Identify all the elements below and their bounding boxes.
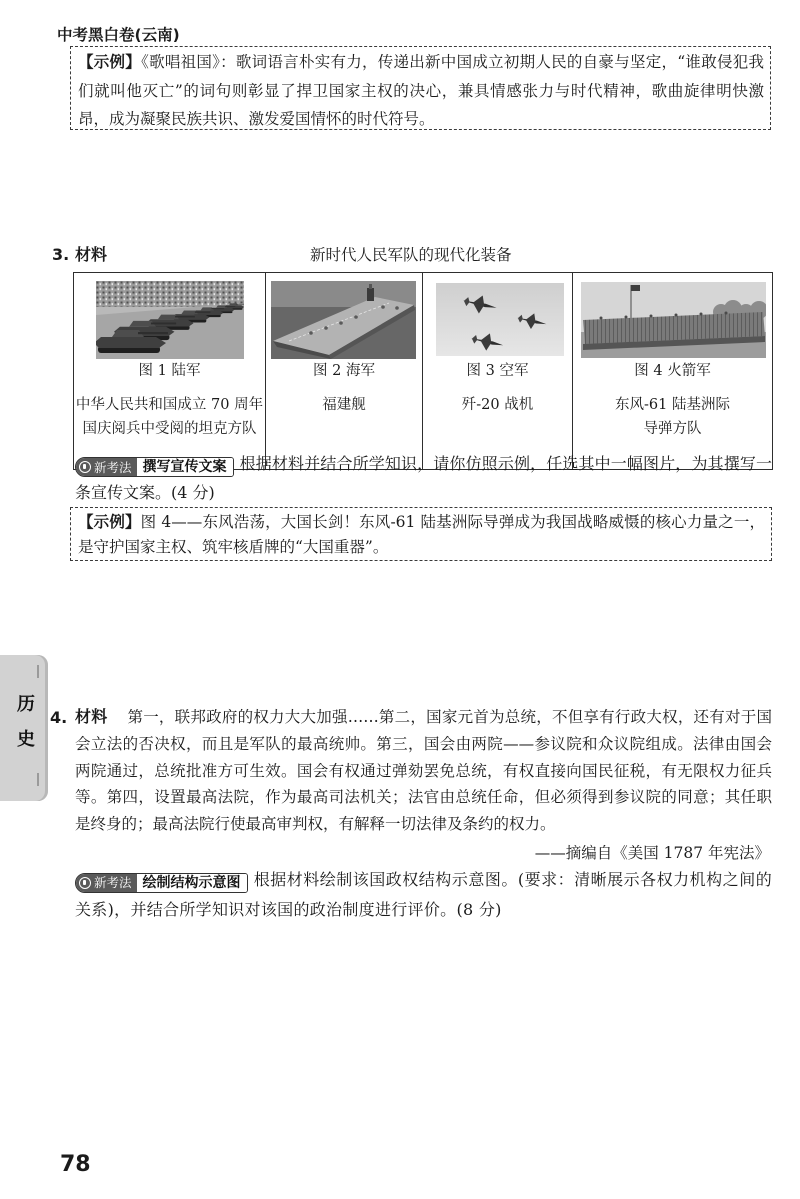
new-method-badge xyxy=(75,873,248,893)
figure-description-line: 东风-61 陆基洲际 xyxy=(615,397,730,413)
figure-cell-rocket-force xyxy=(573,273,772,469)
question-3-number: 3. xyxy=(52,245,70,264)
equipment-figure-table xyxy=(73,272,773,470)
question-3-material-title: 新时代人民军队的现代化装备 xyxy=(310,246,512,264)
tab-mark xyxy=(37,773,39,786)
figure-cell-army xyxy=(74,273,266,469)
figure-description xyxy=(266,393,422,417)
figure-caption: 图 4 火箭军 xyxy=(634,363,711,379)
figure-description-line: 国庆阅兵中受阅的坦克方队 xyxy=(82,421,257,437)
example-text: 图 4——东风浩荡，大国长剑！东风-61 陆基洲际导弹成为我国战略威慑的核心力量之一，是守护国家主权、筑牢核盾牌的“大国重器”。 xyxy=(78,513,765,556)
figure-caption: 图 3 空军 xyxy=(466,363,529,379)
question-3-prompt: 根据材料并结合所学知识，请你仿照示例，任选其中一幅图片，为其撰写一条宣传文案。(4 分) xyxy=(75,454,772,502)
figure-description-line: 中华人民共和国成立 70 周年 xyxy=(75,397,264,413)
figure-cell-air-force xyxy=(423,273,573,469)
fighter-jets-photo xyxy=(436,283,564,356)
new-method-badge xyxy=(75,457,234,477)
figure-description-line: 导弹方队 xyxy=(643,421,702,437)
figure-description-line: 歼-20 战机 xyxy=(461,397,534,413)
subject-label: 历史 xyxy=(14,694,35,764)
example-box-song xyxy=(70,46,771,130)
lightbulb-icon xyxy=(79,877,91,889)
question-4-task xyxy=(75,865,772,925)
badge-new-part xyxy=(76,874,137,892)
question-3-material-label: 材料 xyxy=(75,245,108,264)
book-title: 中考黑白卷(云南) xyxy=(57,26,180,44)
figure-description xyxy=(573,393,772,441)
figure-cell-navy xyxy=(266,273,423,469)
badge-label: 新考法 xyxy=(94,875,132,890)
example-label: 【示例】 xyxy=(78,513,141,531)
badge-label: 新考法 xyxy=(94,459,132,475)
question-3-task xyxy=(75,449,772,507)
question-4-number: 4. xyxy=(50,708,68,727)
figure-description xyxy=(74,393,265,441)
material-source: ——摘编自《美国 1787 年宪法》 xyxy=(534,844,770,862)
tab-mark xyxy=(37,665,39,678)
badge-topic: 撰写宣传文案 xyxy=(137,458,233,476)
missile-convoy-photo xyxy=(581,282,766,358)
badge-topic: 绘制结构示意图 xyxy=(137,874,247,892)
example-text: 《歌唱祖国》：歌词语言朴实有力，传递出新中国成立初期人民的自豪与坚定，“谁敢侵犯我们就叫他灭亡”的词句则彰显了捍卫国家主权的决心，兼具情感张力与时代精神，歌曲旋律明快激昂，成为凝聚民族共识、激发爱国情怀的时代符号。 xyxy=(78,53,764,128)
question-4-material-label: 材料 xyxy=(75,707,108,726)
tank-parade-photo xyxy=(96,281,244,359)
figure-caption: 图 2 海军 xyxy=(313,363,375,379)
figure-description-line: 福建舰 xyxy=(322,397,366,413)
lightbulb-icon xyxy=(79,461,91,473)
example-label: 【示例】 xyxy=(78,53,142,71)
question-4-prompt: 根据材料绘制该国政权结构示意图。(要求：清晰展示各权力机构之间的关系)，并结合所学知识对该国的政治制度进行评价。(8 分) xyxy=(75,870,772,919)
question-4-material xyxy=(75,704,772,838)
page-number: 78 xyxy=(60,1152,91,1177)
question-4-material-text: 第一，联邦政府的权力大大加强……第二，国家元首为总统，不但享有行政大权，还有对于国会立法的否决权，而且是军队的最高统帅。第三，国会由两院——参议院和众议院组成。法律由国会两院通过，总统批准方可生效。国会有权通过弹劾罢免总统，有权直接向国民征税，有无限权力征兵等。第四，设置最高法院，作为最高司法机关；法官由总统任命，但必须得到参议院的同意；其任职是终身的；最高法院行使最高审判权，有解释一切法律及条约的权力。 xyxy=(75,708,772,834)
figure-caption: 图 1 陆军 xyxy=(138,363,201,379)
subject-side-tab xyxy=(0,655,48,801)
figure-description xyxy=(423,393,572,417)
aircraft-carrier-photo xyxy=(271,281,416,359)
example-box-slogan xyxy=(70,507,772,561)
badge-new-part xyxy=(76,458,137,476)
